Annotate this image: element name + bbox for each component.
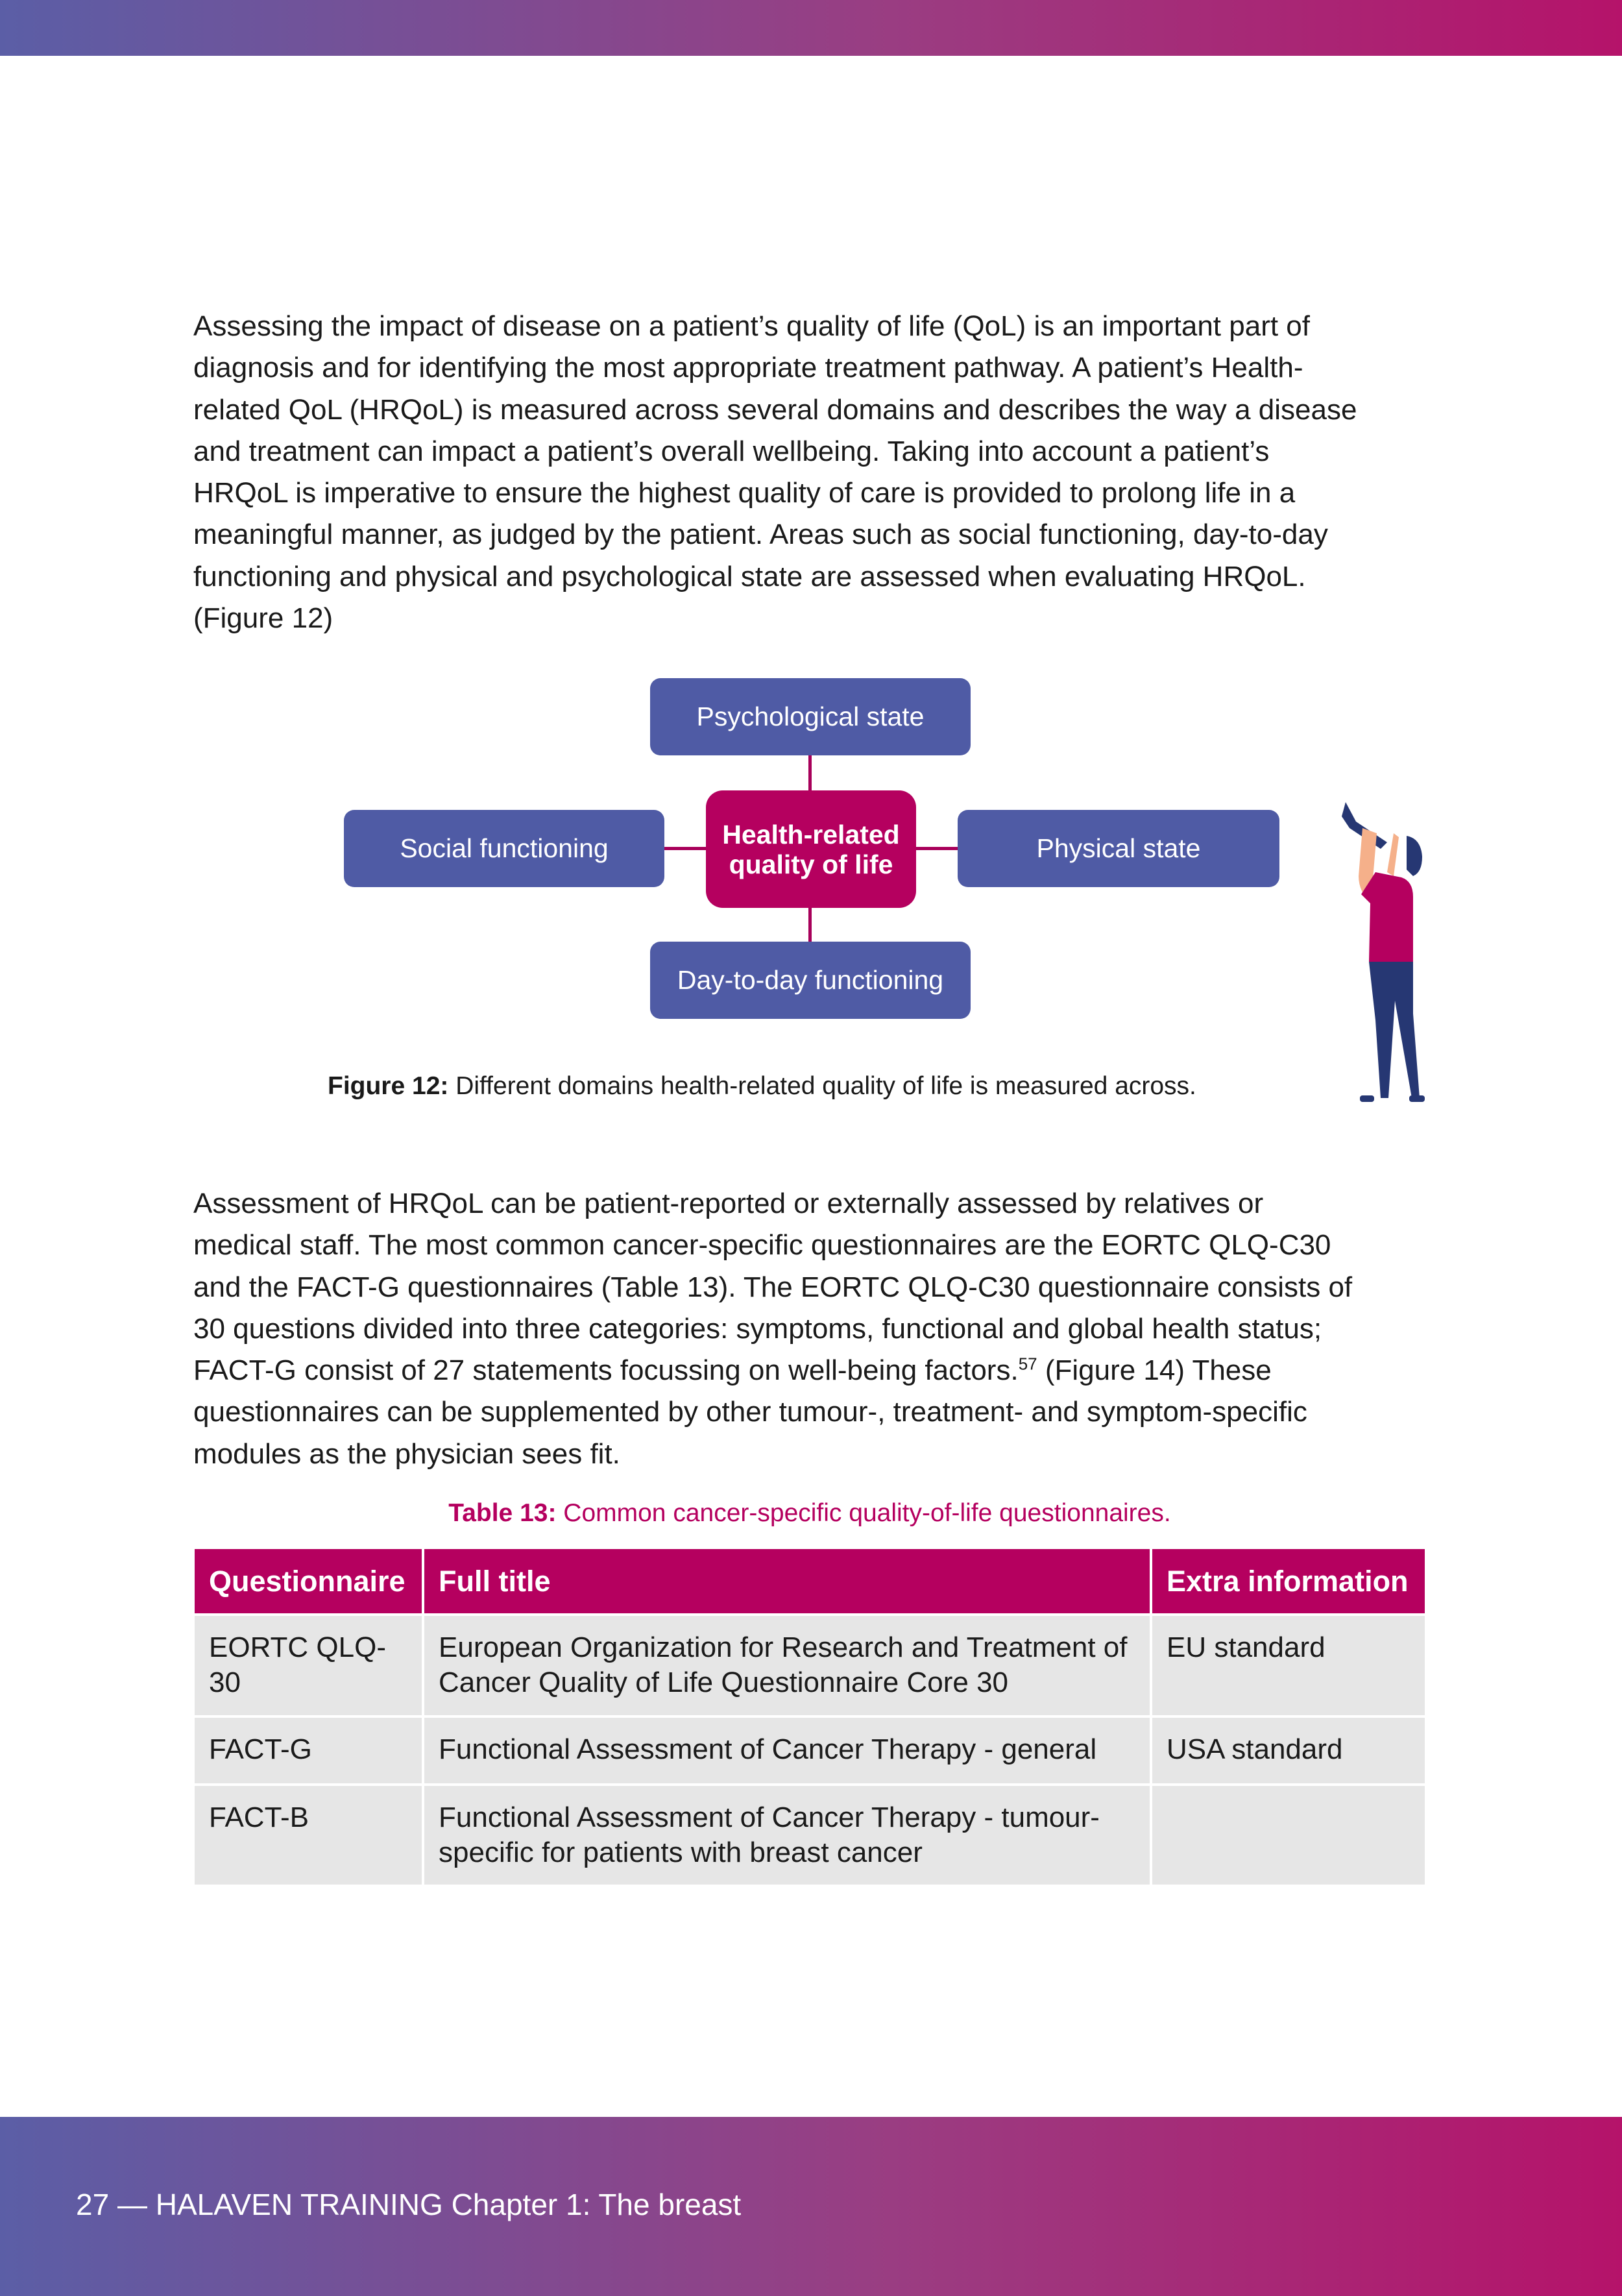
table-cell: FACT-G [195,1718,422,1783]
domain-day-to-day-functioning: Day-to-day functioning [650,942,971,1019]
connector-bottom [808,908,812,942]
caption-text: Different domains health-related quality of life is measured across. [448,1072,1196,1100]
person-with-telescope-illustration [1337,802,1453,1105]
domain-psychological-state: Psychological state [650,678,971,755]
connector-right [916,847,958,850]
table-row [195,1718,1425,1783]
hrqol-center-box [706,790,916,908]
table-cell: European Organization for Research and Treatment of Cancer Quality of Life Questionnaire Core 30 [424,1616,1150,1715]
table-header-row [195,1549,1425,1613]
text-line [193,1350,1426,1391]
top-banner [0,0,1622,56]
table-row [195,1616,1425,1715]
footer-banner [0,2117,1622,2296]
text-line: diagnosis and for identifying the most appropriate treatment pathway. A patient’s Health- [193,352,1303,384]
footer-text: 27 — HALAVEN TRAINING Chapter 1: The breast [76,2188,742,2221]
connector-left [664,847,706,850]
text-line: 30 questions divided into three categories: symptoms, functional and global health status; [193,1312,1322,1345]
table-cell: EORTC QLQ-30 [195,1616,422,1715]
text-segment: (Figure 14) These [1037,1354,1272,1387]
text-line: and the FACT-G questionnaires (Table 13). The EORTC QLQ-C30 questionnaire consists of [193,1271,1353,1303]
text-line: Assessment of HRQoL can be patient-reported or externally assessed by relatives or [193,1188,1264,1219]
text-line: modules as the physician sees fit. [193,1437,620,1470]
text-line: (Figure 12) [193,602,333,635]
text-line: HRQoL is imperative to ensure the highest quality of care is provided to prolong life in a [193,477,1296,509]
text-line: related QoL (HRQoL) is measured across several domains and describes the way a disease [193,393,1357,426]
intro-paragraph [193,306,1426,639]
second-paragraph [193,1183,1426,1475]
connector-top [808,755,812,790]
domain-social-functioning: Social functioning [344,810,664,887]
table-row [195,1786,1425,1885]
text-line: questionnaires can be supplemented by other tumour-, treatment- and symptom-specific [193,1396,1307,1428]
text-line: and treatment can impact a patient’s overall wellbeing. Taking into account a patient’s [193,435,1270,467]
figure-caption [328,1072,1196,1101]
reference-superscript: 57 [1018,1354,1037,1374]
table-caption-text: Common cancer-specific quality-of-life questionnaires. [556,1499,1171,1527]
text-line: medical staff. The most common cancer-specific questionnaires are the EORTC QLQ-C30 [193,1229,1331,1262]
header-cell: Full title [424,1549,1150,1613]
table-cell: FACT-B [195,1786,422,1885]
table-cell [1152,1786,1425,1885]
table-caption-label: Table 13: [448,1499,557,1527]
header-cell: Extra information [1152,1549,1425,1613]
table-caption [0,1499,1619,1528]
caption-label: Figure 12: [328,1072,449,1100]
questionnaire-table [192,1546,1427,1887]
text-segment: FACT-G consist of 27 statements focussing on well-being factors. [193,1354,1019,1387]
header-cell: Questionnaire [195,1549,422,1613]
table-cell: EU standard [1152,1616,1425,1715]
table-cell: USA standard [1152,1718,1425,1783]
table-cell: Functional Assessment of Cancer Therapy - general [424,1718,1150,1783]
table-cell: Functional Assessment of Cancer Therapy - tumour-specific for patients with breast cancer [424,1786,1150,1885]
text-line: functioning and physical and psychological state are assessed when evaluating HRQoL. [193,560,1306,592]
text-line: Assessing the impact of disease on a patient’s quality of life (QoL) is an important part of [193,310,1310,342]
center-label: Health-related quality of life [722,819,900,879]
domain-physical-state: Physical state [958,810,1279,887]
text-line: meaningful manner, as judged by the patient. Areas such as social functioning, day-to-day [193,519,1328,551]
